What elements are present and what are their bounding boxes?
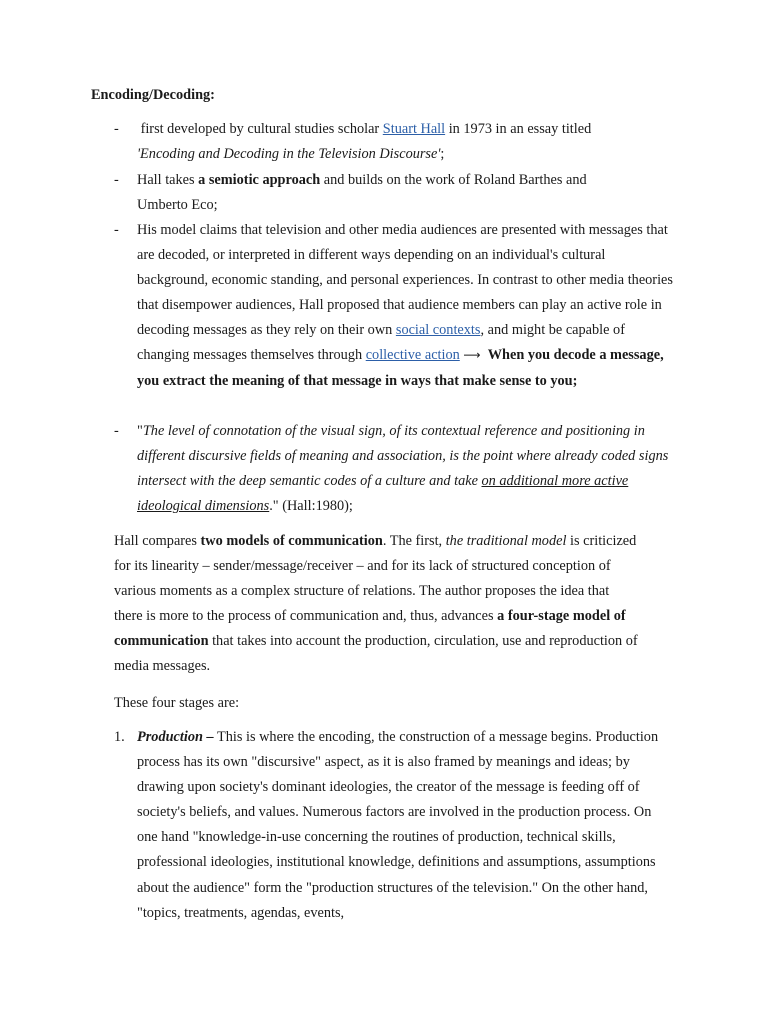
bullet-text	[137, 168, 637, 218]
bullet-text-span: first developed by cultural studies scholar	[140, 121, 383, 137]
social-contexts-link[interactable]: social contexts	[395, 322, 481, 339]
bold-phrase: a four-stage model of communication	[114, 608, 626, 650]
quote-underlined: on additional more active ideological dimensions	[137, 473, 629, 515]
bold-phrase: a semiotic approach	[198, 172, 321, 188]
bold-phrase: two models of communication	[200, 533, 383, 549]
para-span: is criticized for its linearity – sender/message/receiver – and for its lack of structured conception of various moments as a complex structure of relations. The author proposes the idea that there is more to the process of communication and, thus, advances	[114, 533, 637, 625]
collective-action-link[interactable]: collective action	[365, 347, 460, 364]
bullet-text-span: in 1973 in an essay titled	[445, 121, 592, 137]
bullet-text-span: and builds on the work of Roland Barthes and Umberto Eco;	[137, 172, 587, 214]
essay-title: 'Encoding and Decoding in the Television Discourse'	[137, 146, 441, 163]
stage-title: Production –	[137, 729, 214, 745]
stuart-hall-link[interactable]: Stuart Hall	[382, 121, 446, 137]
arrow-icon: ⟶	[463, 348, 481, 363]
bullet-dash: -	[114, 121, 119, 137]
bold-phrase: When you decode a message, you extract the meaning of that message in ways that make sense to you;	[137, 347, 664, 389]
italic-phrase: the traditional model	[445, 533, 567, 549]
quote-text	[137, 419, 677, 519]
para-span: Hall compares	[114, 533, 201, 549]
quote-citation: ." (Hall:1980);	[269, 498, 353, 515]
bullet-dash: -	[114, 222, 119, 238]
bullet-text-span: Hall takes	[137, 172, 199, 188]
bullet-text-span: , and might be capable of changing messages themselves through	[137, 322, 625, 364]
bullet-text-span: His model claims that television and other media audiences are presented with messages that are decoded, or interpreted in different ways depending on an individual's cultural background, economic standing, and personal experiences. In contrast to other media theories that disempower audiences, Hall proposed that audience members can play an active role in decoding messages as they rely on their own	[137, 222, 673, 339]
bullet-text-span: ;	[440, 146, 445, 163]
body-paragraph	[114, 529, 639, 680]
bullet-text	[137, 218, 677, 394]
quote-italic: The level of connotation of the visual sign, of its contextual reference and positioning in different discursive fields of meaning and association, is the point where already coded signs intersect with the deep semantic codes of a culture and take	[137, 423, 669, 490]
stages-intro: These four stages are:	[114, 695, 240, 711]
para-span: that takes into account the production, circulation, use and reproduction of media messages.	[114, 633, 638, 675]
bullet-dash: -	[114, 423, 119, 439]
stage-body: This is where the encoding, the construction of a message begins. Production process has its own "discursive" aspect, as it is also framed by meanings and ideas; by drawing upon society's dominant ideologies, the creator of the message is feeding off of society's beliefs, and values. Numerous factors are involved in the production process. On one hand "knowledge-in-use concerning the routines of production, technical skills, professional ideologies, institutional knowledge, definitions and assumptions, assumptions about the audience" form the "production structures of the television." On the other hand, "topics, treatments, agendas, events,	[137, 729, 659, 921]
bullet-dash: -	[114, 172, 119, 188]
para-span: . The first,	[382, 533, 446, 549]
list-number: 1.	[114, 729, 125, 745]
stage-1-text	[137, 725, 667, 926]
section-heading: Encoding/Decoding:	[91, 87, 215, 103]
quote-mark: "	[137, 423, 143, 439]
bullet-text	[137, 117, 677, 167]
